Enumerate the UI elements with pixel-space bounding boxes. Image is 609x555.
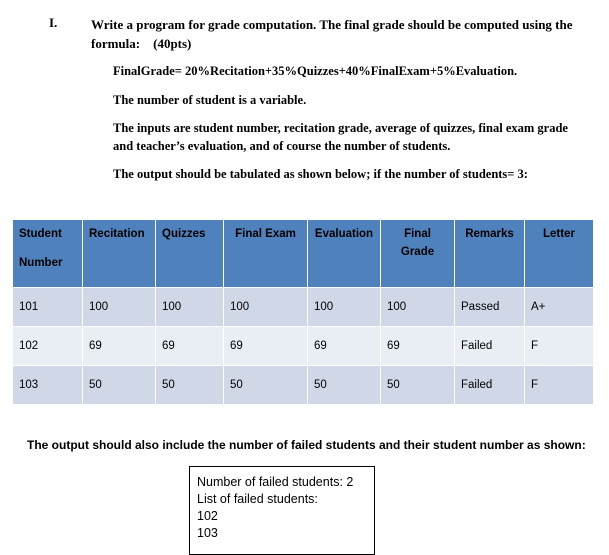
cell-remarks: Failed bbox=[455, 366, 525, 405]
cell-student-number: 103 bbox=[13, 366, 83, 405]
grades-table bbox=[12, 219, 594, 405]
cell-letter: F bbox=[525, 327, 594, 366]
cell-student-number: 102 bbox=[13, 327, 83, 366]
header-remarks: Remarks bbox=[455, 220, 525, 288]
cell-recitation: 69 bbox=[83, 327, 156, 366]
cell-remarks: Passed bbox=[455, 288, 525, 327]
problem-numeral: I. bbox=[49, 15, 58, 30]
cell-final-exam: 69 bbox=[224, 327, 308, 366]
cell-quizzes: 50 bbox=[156, 366, 224, 405]
problem-statement bbox=[91, 15, 591, 53]
table-row bbox=[13, 288, 594, 327]
header-letter: Letter bbox=[525, 220, 594, 288]
cell-recitation: 50 bbox=[83, 366, 156, 405]
cell-final-grade: 69 bbox=[381, 327, 455, 366]
failed-student-item: 102 bbox=[197, 509, 218, 523]
cell-quizzes: 100 bbox=[156, 288, 224, 327]
cell-quizzes: 69 bbox=[156, 327, 224, 366]
failed-count-line: Number of failed students: 2 bbox=[197, 475, 354, 489]
header-student-line2: Number bbox=[19, 257, 63, 269]
header-final-grade-line1: Final bbox=[404, 228, 431, 240]
cell-student-number: 101 bbox=[13, 288, 83, 327]
header-student-number bbox=[13, 220, 83, 288]
summary-note: The output should also include the number of failed students and their student number as shown: bbox=[27, 438, 586, 452]
header-recitation: Recitation bbox=[83, 220, 156, 288]
problem-question: Write a program for grade computation. The final grade should be computed using the formula: bbox=[91, 17, 573, 51]
formula-text: FinalGrade= 20%Recitation+35%Quizzes+40%FinalExam+5%Evaluation. bbox=[113, 64, 518, 78]
cell-recitation: 100 bbox=[83, 288, 156, 327]
header-student-line1: Student bbox=[19, 228, 62, 240]
table-row bbox=[13, 327, 594, 366]
header-final-grade-line2: Grade bbox=[400, 246, 435, 258]
cell-evaluation: 69 bbox=[308, 327, 381, 366]
header-final-exam: Final Exam bbox=[224, 220, 308, 288]
cell-evaluation: 100 bbox=[308, 288, 381, 327]
cell-final-grade: 50 bbox=[381, 366, 455, 405]
output-box bbox=[189, 466, 375, 555]
cell-letter: A+ bbox=[525, 288, 594, 327]
problem-points: (40pts) bbox=[153, 36, 192, 51]
table-row bbox=[13, 366, 594, 405]
cell-final-exam: 100 bbox=[224, 288, 308, 327]
failed-student-item: 103 bbox=[197, 526, 218, 540]
cell-remarks: Failed bbox=[455, 327, 525, 366]
variable-note: The number of student is a variable. bbox=[113, 93, 307, 107]
header-evaluation: Evaluation bbox=[308, 220, 381, 288]
cell-evaluation: 50 bbox=[308, 366, 381, 405]
cell-final-grade: 100 bbox=[381, 288, 455, 327]
tabulate-note: The output should be tabulated as shown below; if the number of students= 3: bbox=[113, 167, 528, 181]
cell-letter: F bbox=[525, 366, 594, 405]
table-header-row bbox=[13, 220, 594, 288]
failed-list-label: List of failed students: bbox=[197, 492, 318, 506]
cell-final-exam: 50 bbox=[224, 366, 308, 405]
header-quizzes: Quizzes bbox=[156, 220, 224, 288]
header-final-grade bbox=[381, 220, 455, 288]
inputs-note: The inputs are student number, recitation grade, average of quizzes, final exam grade and teacher’s evaluation, and of course the number of students. bbox=[113, 121, 568, 153]
